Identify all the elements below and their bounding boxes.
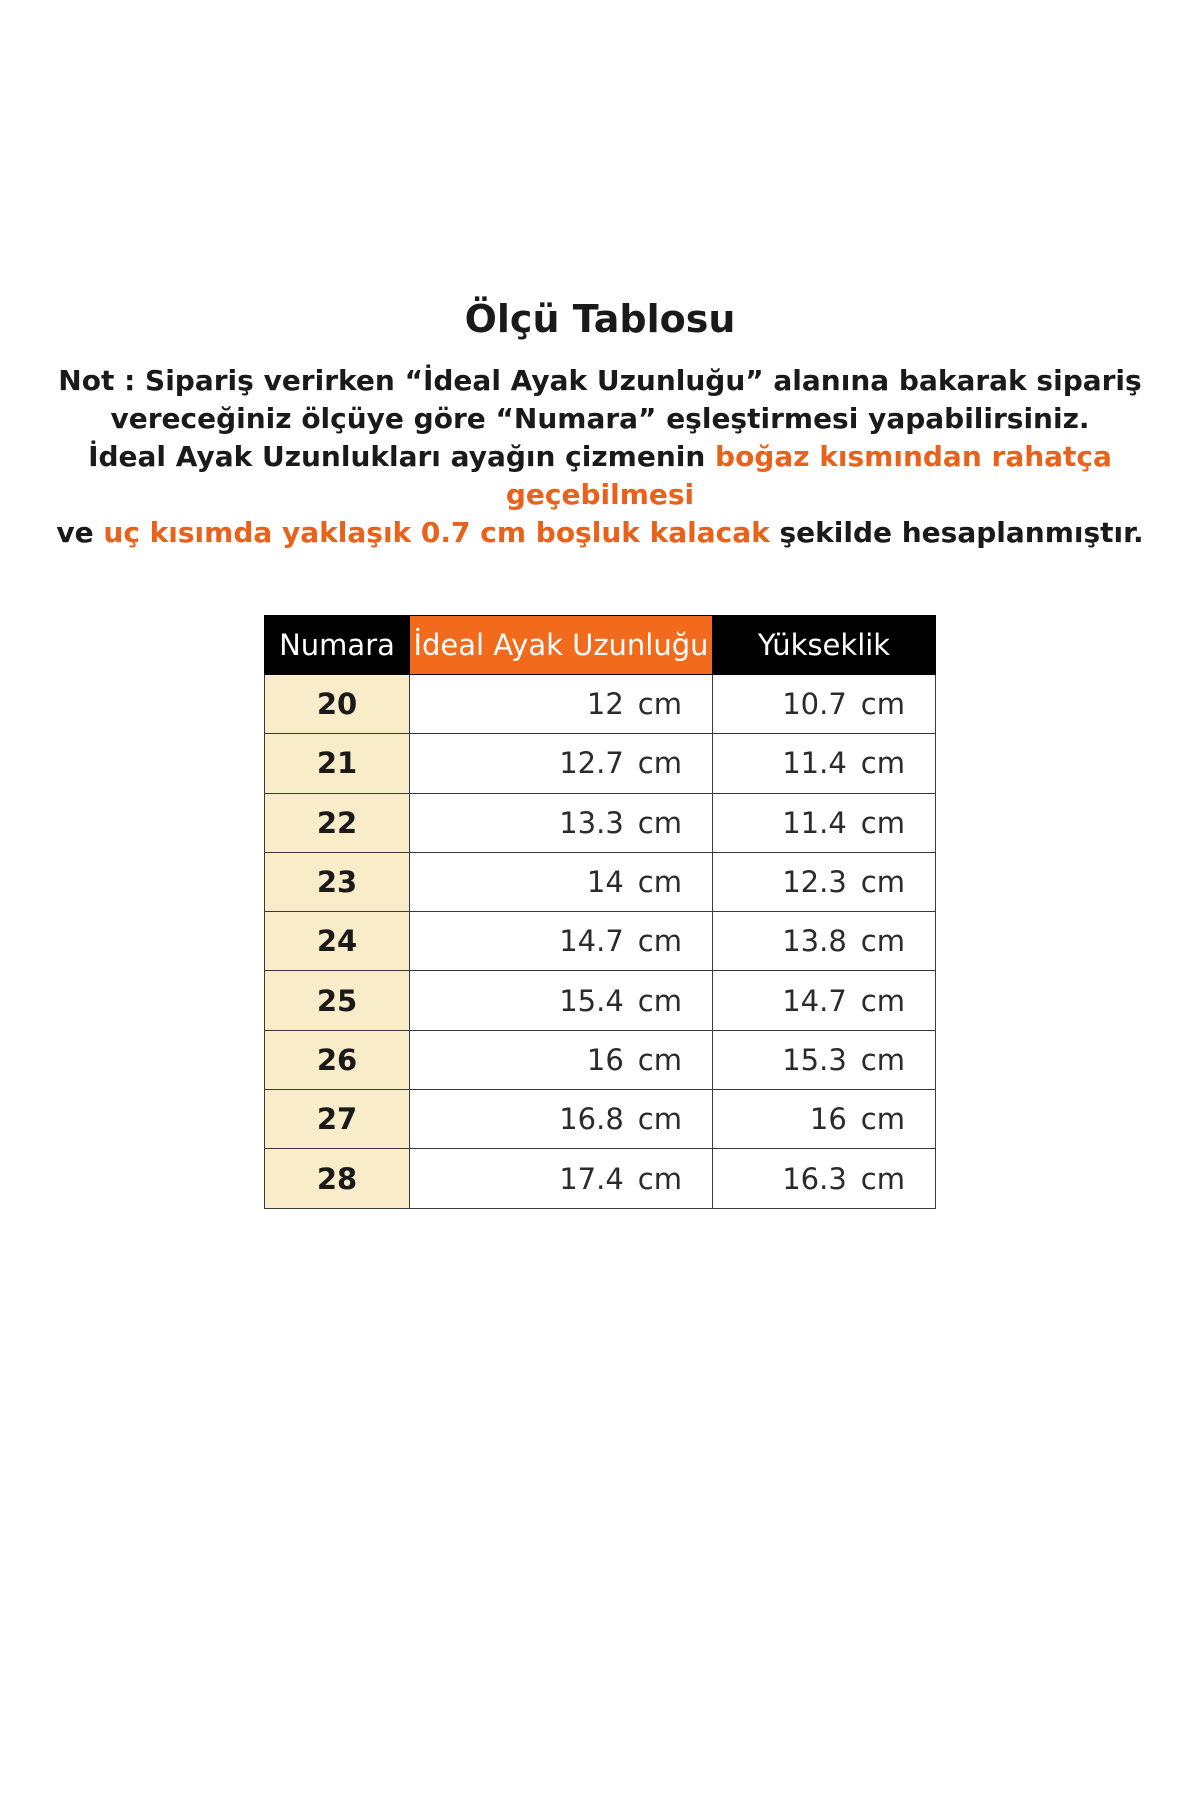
cell-yukseklik [713, 912, 936, 971]
unit: cm [860, 805, 905, 840]
cell-yukseklik [713, 1090, 936, 1149]
cell-ideal-ayak-uzunlugu [410, 1030, 713, 1089]
unit: cm [860, 1042, 905, 1077]
value: 13.8 [782, 924, 847, 959]
cell-numara: 20 [265, 675, 410, 734]
cell-numara: 26 [265, 1030, 410, 1089]
unit: cm [860, 924, 905, 959]
cell-ideal-ayak-uzunlugu [410, 734, 713, 793]
note-line-4 [0, 514, 1200, 552]
cell-numara: 22 [265, 793, 410, 852]
unit: cm [860, 1102, 905, 1137]
value: 11.4 [782, 746, 847, 781]
value: 16 [586, 1042, 624, 1077]
table-header-row [265, 616, 936, 675]
cell-yukseklik [713, 675, 936, 734]
header-ideal-ayak-uzunlugu: İdeal Ayak Uzunluğu [410, 616, 713, 675]
table-row [265, 1149, 936, 1208]
cell-numara: 28 [265, 1149, 410, 1208]
table-row [265, 793, 936, 852]
header-numara: Numara [265, 616, 410, 675]
note-line-2: vereceğiniz ölçüye göre “Numara” eşleştirmesi yapabilirsiniz. [110, 402, 1090, 435]
unit: cm [637, 924, 682, 959]
unit: cm [637, 1042, 682, 1077]
note-line-4-text-b: şekilde hesaplanmıştır. [769, 516, 1144, 549]
cell-yukseklik [713, 1030, 936, 1089]
value: 10.7 [782, 687, 847, 722]
value: 14.7 [782, 983, 847, 1018]
unit: cm [860, 1161, 905, 1196]
cell-ideal-ayak-uzunlugu [410, 1090, 713, 1149]
value: 15.4 [559, 983, 624, 1018]
table-row [265, 971, 936, 1030]
unit: cm [637, 1102, 682, 1137]
table-row [265, 734, 936, 793]
note-line-3-text: İdeal Ayak Uzunlukları ayağın çizmenin [88, 440, 716, 473]
unit: cm [637, 746, 682, 781]
cell-numara: 27 [265, 1090, 410, 1149]
note-line-1: Not : Sipariş verirken “İdeal Ayak Uzunluğu” alanına bakarak sipariş [58, 364, 1142, 397]
value: 12.7 [559, 746, 624, 781]
value: 13.3 [559, 805, 624, 840]
table-row [265, 675, 936, 734]
cell-ideal-ayak-uzunlugu [410, 1149, 713, 1208]
cell-yukseklik [713, 793, 936, 852]
cell-ideal-ayak-uzunlugu [410, 793, 713, 852]
cell-yukseklik [713, 852, 936, 911]
unit: cm [637, 687, 682, 722]
unit: cm [637, 1161, 682, 1196]
note-highlight-1: boğaz kısmından rahatça geçebilmesi [505, 440, 1112, 511]
unit: cm [860, 865, 905, 900]
value: 17.4 [559, 1161, 624, 1196]
note-line-3 [0, 438, 1200, 514]
order-note [0, 362, 1200, 552]
page-title: Ölçü Tablosu [464, 297, 736, 341]
value: 16 [809, 1102, 847, 1137]
cell-ideal-ayak-uzunlugu [410, 852, 713, 911]
table-row [265, 912, 936, 971]
cell-yukseklik [713, 971, 936, 1030]
value: 16.3 [782, 1161, 847, 1196]
unit: cm [860, 746, 905, 781]
size-table [264, 615, 936, 1209]
note-highlight-2: uç kısımda yaklaşık 0.7 cm boşluk kalacak [103, 516, 770, 549]
value: 14 [586, 865, 624, 900]
unit: cm [860, 687, 905, 722]
unit: cm [637, 865, 682, 900]
unit: cm [637, 983, 682, 1018]
table-body [265, 675, 936, 1209]
table-row [265, 852, 936, 911]
value: 11.4 [782, 805, 847, 840]
cell-ideal-ayak-uzunlugu [410, 971, 713, 1030]
table-row [265, 1030, 936, 1089]
cell-ideal-ayak-uzunlugu [410, 912, 713, 971]
value: 14.7 [559, 924, 624, 959]
table-row [265, 1090, 936, 1149]
cell-yukseklik [713, 1149, 936, 1208]
unit: cm [860, 983, 905, 1018]
header-yukseklik: Yükseklik [713, 616, 936, 675]
cell-numara: 25 [265, 971, 410, 1030]
cell-ideal-ayak-uzunlugu [410, 675, 713, 734]
value: 12 [586, 687, 624, 722]
note-line-4-text-a: ve [56, 516, 104, 549]
cell-numara: 23 [265, 852, 410, 911]
cell-numara: 24 [265, 912, 410, 971]
unit: cm [637, 805, 682, 840]
value: 16.8 [559, 1102, 624, 1137]
value: 12.3 [782, 865, 847, 900]
cell-numara: 21 [265, 734, 410, 793]
cell-yukseklik [713, 734, 936, 793]
value: 15.3 [782, 1042, 847, 1077]
